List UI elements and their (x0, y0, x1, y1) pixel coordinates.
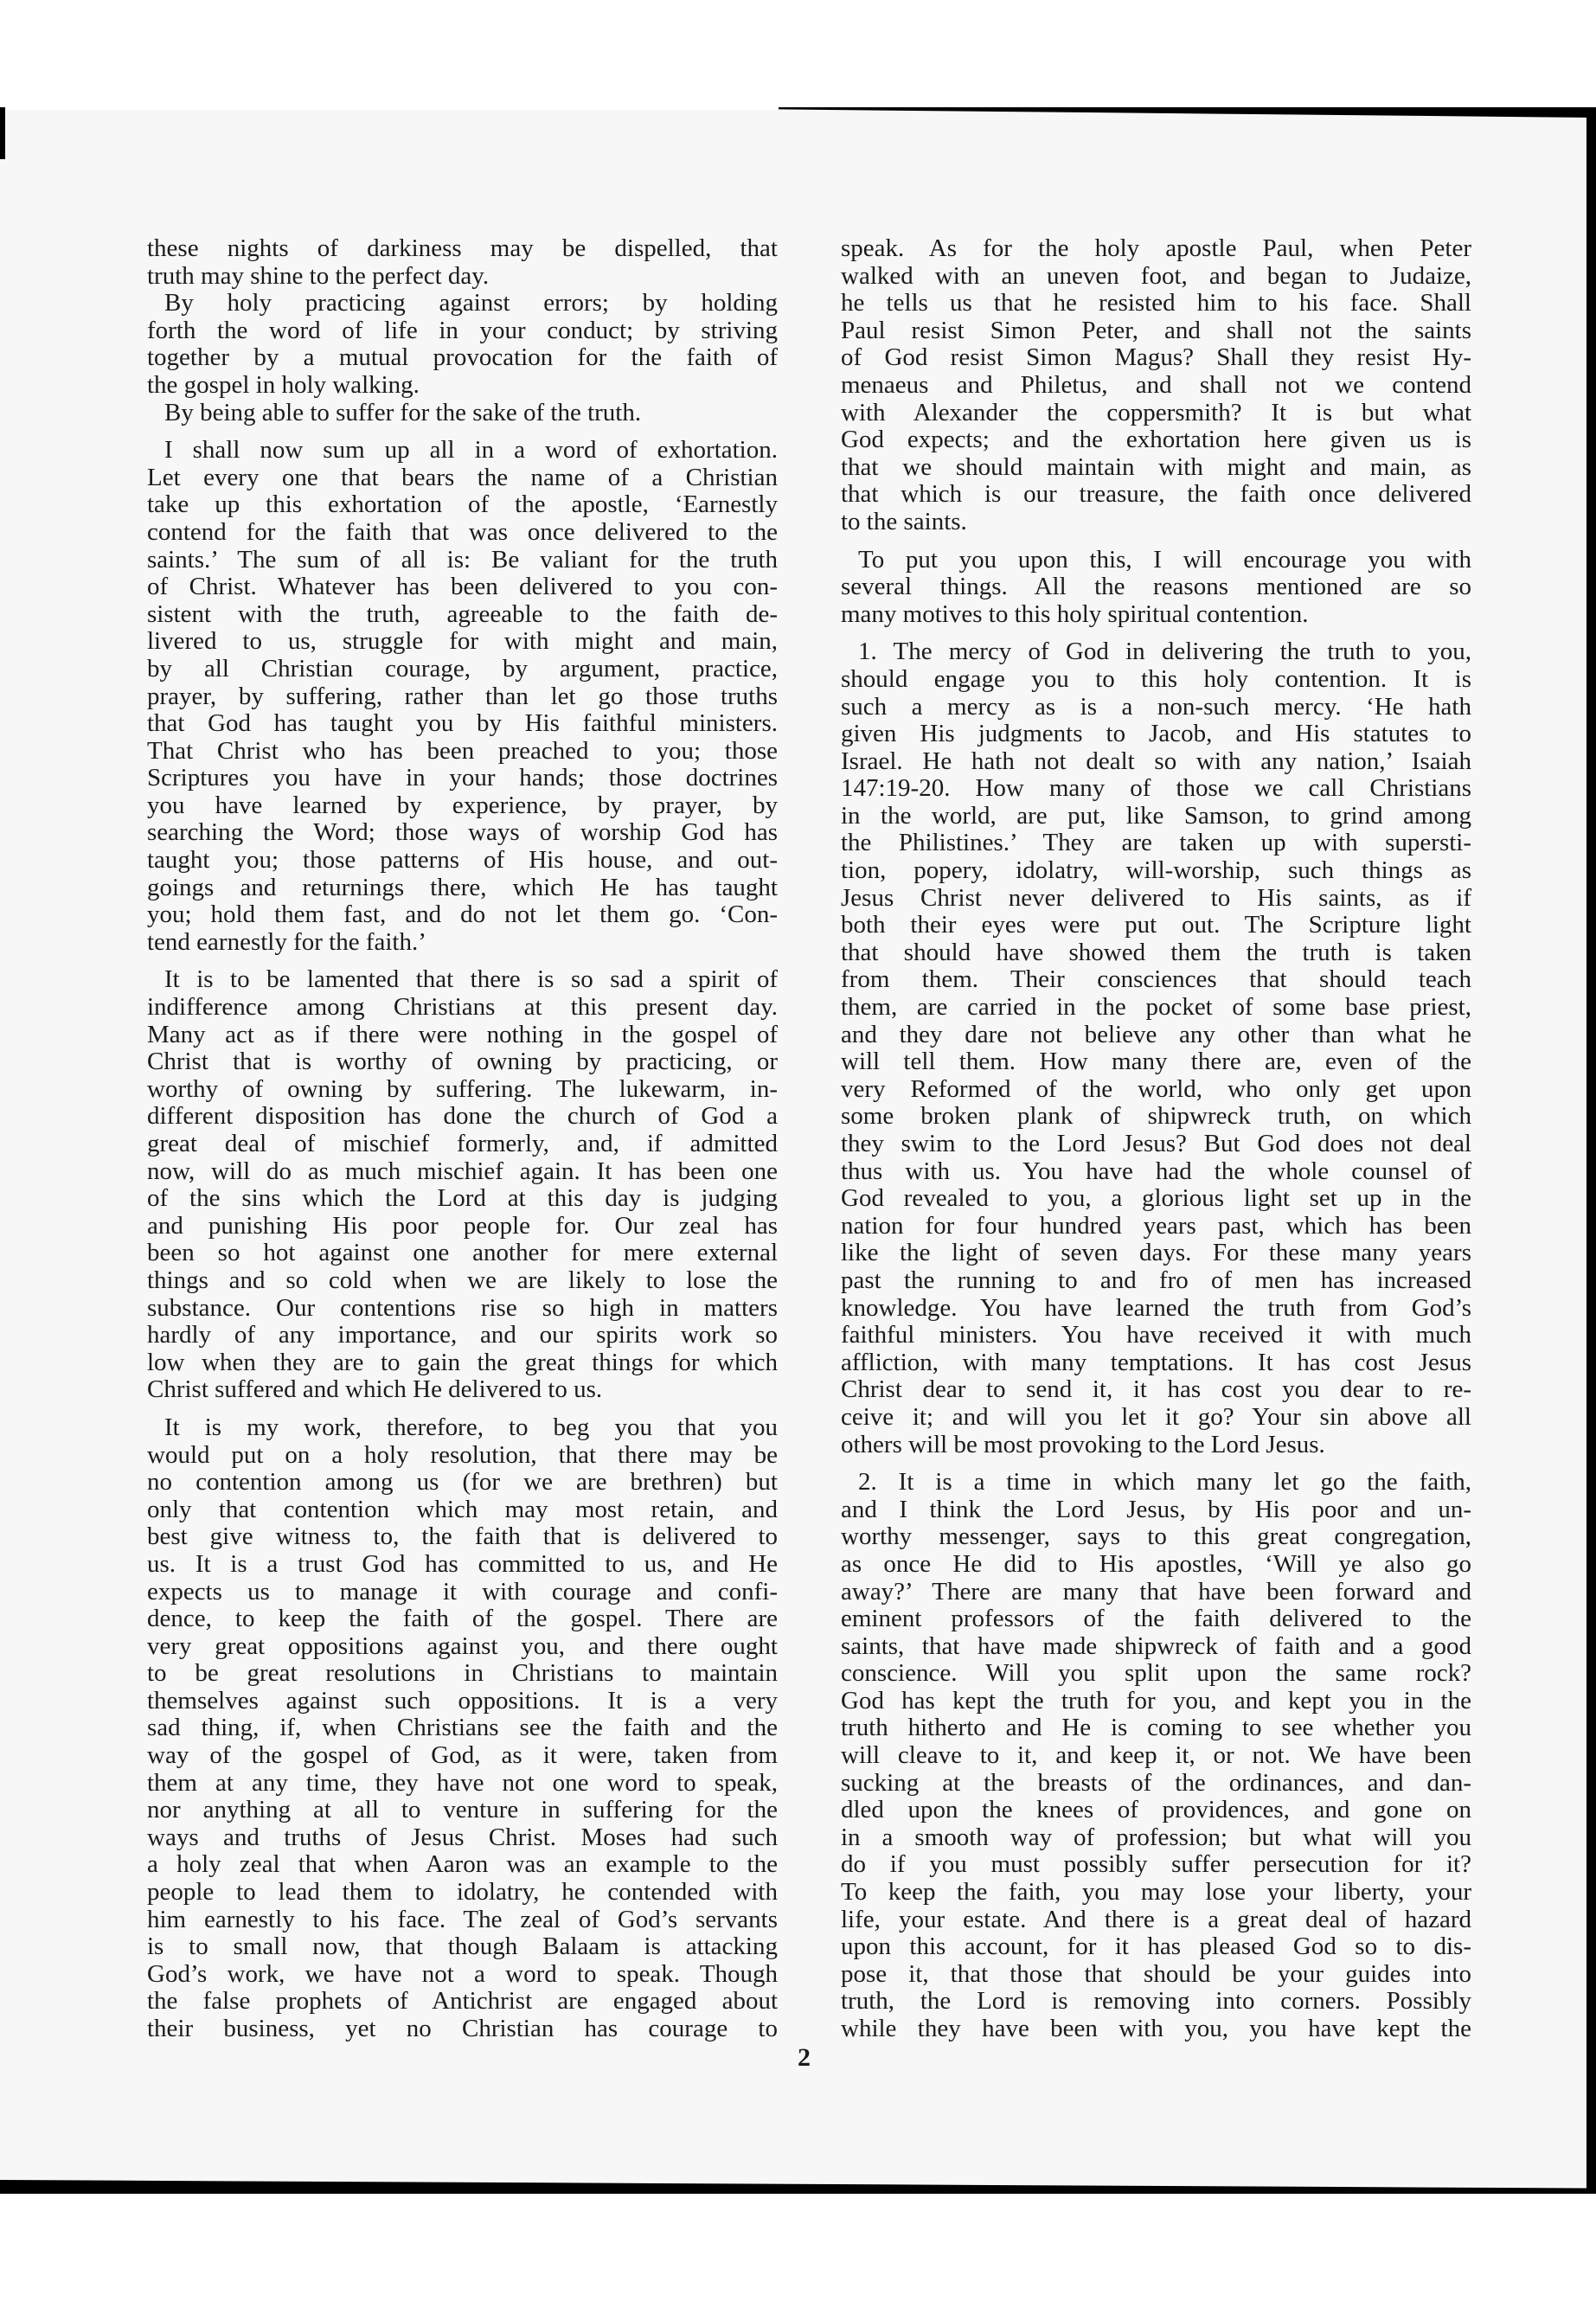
text-line: and I think the Lord Jesus, by His poor and un- (841, 1495, 1471, 1523)
text-line: ceive it; and will you let it go? Your sin above all (841, 1402, 1471, 1431)
text-line: searching the Word; those ways of worship God has (147, 818, 778, 847)
text-line: to the saints. (841, 507, 967, 535)
text-line: Christ suffered and which He delivered to us. (147, 1375, 603, 1404)
text-line: expects us to manage it with courage and confi- (147, 1577, 778, 1606)
text-line: you; hold them fast, and do not let them go. ‘Con- (147, 901, 778, 929)
text-line: these nights of darkiness may be dispelled, that (147, 234, 778, 262)
text-line: To keep the faith, you may lose your liberty, your (841, 1878, 1471, 1907)
text-line: Paul resist Simon Peter, and shall not the saints (841, 316, 1471, 344)
text-line: It is to be lamented that there is so sad a spirit of (164, 965, 778, 994)
text-line: worthy messenger, says to this great congregation, (841, 1522, 1471, 1551)
text-line: Many act as if there were nothing in the gospel of (147, 1020, 778, 1048)
text-line: and they dare not believe any other than what he (841, 1020, 1471, 1048)
text-line: way of the gospel of God, as it were, taken from (147, 1741, 778, 1770)
text-line: great deal of mischief formerly, and, if admitted (147, 1130, 778, 1157)
text-line: given His judgments to Jacob, and His statutes to (841, 720, 1471, 748)
text-line: very great oppositions against you, and there ought (147, 1631, 778, 1660)
text-line: dence, to keep the faith of the gospel. There are (147, 1605, 778, 1633)
text-line: of God resist Simon Magus? Shall they resist Hy- (841, 343, 1471, 372)
text-line: God has kept the truth for you, and kept you in the (841, 1686, 1471, 1715)
text-line: ways and truths of Jesus Christ. Moses had such (147, 1823, 778, 1851)
text-line: 147:19-20. How many of those we call Christians (841, 774, 1471, 803)
text-line: both their eyes were put out. The Scripture light (841, 911, 1471, 939)
text-line: him earnestly to his face. The zeal of God’s servants (147, 1905, 778, 1933)
paragraph (147, 966, 778, 1404)
text-line: God revealed to you, a glorious light set up in the (841, 1184, 1471, 1213)
text-line: forth the word of life in your conduct; by striving (147, 316, 778, 344)
text-line: 2. It is a time in which many let go the faith, (858, 1468, 1471, 1497)
text-line: I shall now sum up all in a word of exhortation. (164, 436, 778, 465)
paragraph (841, 638, 1471, 1458)
text-line: goings and returnings there, which He has taught (147, 873, 778, 901)
text-line: knowledge. You have learned the truth from God’s (841, 1293, 1471, 1322)
text-line: walked with an uneven foot, and began to Judaize, (841, 261, 1471, 290)
text-line: different disposition has done the church of God a (147, 1102, 778, 1131)
text-line: Christ that is worthy of owning by practicing, or (147, 1048, 778, 1076)
text-line: take up this exhortation of the apostle, ‘Earnestly (147, 490, 778, 519)
text-line: Scriptures you have in your hands; those doctrines (147, 764, 778, 792)
text-line: people to lead them to idolatry, he contended with (147, 1878, 778, 1907)
page-number: 2 (798, 2043, 811, 2072)
text-line: eminent professors of the faith delivered to the (841, 1605, 1471, 1633)
text-line: is to small now, that though Balaam is attacking (147, 1932, 778, 1961)
text-line: saints.’ The sum of all is: Be valiant for the truth (147, 545, 778, 574)
text-line: life, your estate. And there is a great deal of hazard (841, 1905, 1471, 1933)
text-line: to be great resolutions in Christians to maintain (147, 1659, 778, 1688)
paragraph (841, 547, 1471, 629)
text-line: pose it, that those that should be your guides into (841, 1959, 1471, 1988)
text-line: tend earnestly for the faith.’ (147, 927, 426, 956)
text-line: conscience. Will you split upon the same rock? (841, 1659, 1471, 1688)
text-line: thus with us. You have had the whole counsel of (841, 1157, 1471, 1185)
text-line: substance. Our contentions rise so high in matters (147, 1293, 778, 1322)
text-line: others will be most provoking to the Lord Jesus. (841, 1430, 1325, 1458)
text-line: of the sins which the Lord at this day is judging (147, 1184, 778, 1213)
text-line: Israel. He hath not dealt so with any nation,’ Isaiah (841, 747, 1471, 775)
paragraph (147, 235, 778, 290)
text-line: like the light of seven days. For these many years (841, 1239, 1471, 1267)
text-line: truth may shine to the perfect day. (147, 261, 490, 290)
text-line: prayer, by suffering, rather than let go those truths (147, 682, 778, 710)
left-scan-border (0, 107, 5, 159)
right-column (841, 235, 1471, 2054)
text-line: God’s work, we have not a word to speak. Though (147, 1959, 778, 1988)
text-line: from them. Their consciences that should teach (841, 965, 1471, 994)
text-line: dled upon the knees of providences, and gone on (841, 1796, 1471, 1824)
text-line: sistent with the truth, agreeable to the faith de- (147, 599, 778, 628)
text-line: livered to us, struggle for with might and main, (147, 627, 778, 656)
text-line: many motives to this holy spiritual contention. (841, 599, 1309, 628)
text-line: indifference among Christians at this present day. (147, 993, 778, 1022)
text-line: contend for the faith that was once delivered to the (147, 517, 778, 546)
text-line: menaeus and Philetus, and shall not we contend (841, 370, 1471, 399)
text-line: that which is our treasure, the faith once delivered (841, 480, 1471, 509)
text-line: saints, that have made shipwreck of faith and a good (841, 1631, 1471, 1660)
text-line: do if you must possibly suffer persecution for it? (841, 1850, 1471, 1879)
text-line: them at any time, they have not one word to speak, (147, 1768, 778, 1797)
text-line: sad thing, if, when Christians see the faith and the (147, 1714, 778, 1742)
text-line: in the world, are put, like Samson, to grind among (841, 801, 1471, 830)
text-line: of Christ. Whatever has been delivered to you con- (147, 573, 778, 601)
text-line: by all Christian courage, by argument, practice, (147, 654, 778, 683)
text-line: nor anything at all to venture in suffering for the (147, 1796, 778, 1824)
text-line: sucking at the breasts of the ordinances, and dan- (841, 1768, 1471, 1797)
text-line: us. It is a trust God has committed to us, and He (147, 1549, 778, 1578)
text-line: past the running to and fro of men has increased (841, 1266, 1471, 1294)
text-line: away?’ There are many that have been forward and (841, 1577, 1471, 1606)
text-line: he tells us that he resisted him to his face. Shall (841, 289, 1471, 317)
text-line: things and so cold when we are likely to lose the (147, 1266, 778, 1294)
paragraph (147, 1414, 778, 2043)
text-line: affliction, with many temptations. It has cost Jesus (841, 1348, 1471, 1376)
text-line: best give witness to, the faith that is delivered to (147, 1522, 778, 1551)
text-line: together by a mutual provocation for the faith of (147, 343, 778, 372)
text-line: God expects; and the exhortation here given us is (841, 426, 1471, 454)
text-line: that God has taught you by His faithful ministers. (147, 709, 778, 738)
text-line: truth, the Lord is removing into corners. Possibly (841, 1987, 1471, 2016)
text-line: will tell them. How many there are, even of the (841, 1048, 1471, 1076)
text-line: in a smooth way of profession; but what will you (841, 1823, 1471, 1851)
text-line: tion, popery, idolatry, will-worship, such things as (841, 856, 1471, 885)
text-line: the Philistines.’ They are taken up with supersti- (841, 829, 1471, 857)
text-line: low when they are to gain the great things for which (147, 1348, 778, 1376)
text-line: will cleave to it, and keep it, or not. We have been (841, 1741, 1471, 1770)
text-line: and punishing His poor people for. Our zeal has (147, 1211, 778, 1240)
text-line: worthy of owning by suffering. The lukewarm, in- (147, 1074, 778, 1103)
text-line: them, are carried in the pocket of some base priest, (841, 993, 1471, 1022)
paragraph (147, 400, 778, 427)
text-line: truth hitherto and He is coming to see whether you (841, 1714, 1471, 1742)
text-line: nation for four hundred years past, which has been (841, 1211, 1471, 1240)
paragraph (147, 437, 778, 956)
text-line: they swim to the Lord Jesus? But God does not deal (841, 1130, 1471, 1157)
text-line: very Reformed of the world, who only get upon (841, 1074, 1471, 1103)
paragraph (841, 235, 1471, 536)
text-line: while they have been with you, you have kept the (841, 2015, 1471, 2042)
right-scan-border (1586, 107, 1596, 2192)
text-line: only that contention which may most retain, and (147, 1495, 778, 1523)
text-line: By holy practicing against errors; by holding (164, 289, 778, 317)
text-line: That Christ who has been preached to you; those (147, 736, 778, 765)
text-line: that we should maintain with might and main, as (841, 452, 1471, 481)
text-line: Jesus Christ never delivered to His saints, as if (841, 883, 1471, 912)
text-line: now, will do as much mischief again. It has been one (147, 1157, 778, 1185)
text-line: would put on a holy resolution, that there may be (147, 1440, 778, 1469)
text-line: the false prophets of Antichrist are engaged about (147, 1987, 778, 2016)
text-line: faithful ministers. You have received it with much (841, 1321, 1471, 1349)
paragraph (147, 290, 778, 399)
left-column (147, 235, 778, 2054)
text-line: some broken plank of shipwreck truth, on which (841, 1102, 1471, 1131)
text-line: 1. The mercy of God in delivering the truth to you, (858, 638, 1471, 666)
text-line: been so hot against one another for mere external (147, 1239, 778, 1267)
text-line: To put you upon this, I will encourage you with (858, 545, 1471, 574)
text-line: no contention among us (for we are brethren) but (147, 1468, 778, 1497)
text-line: a holy zeal that when Aaron was an example to the (147, 1850, 778, 1879)
text-line: themselves against such oppositions. It is a very (147, 1686, 778, 1715)
text-line: hardly of any importance, and our spirits work so (147, 1321, 778, 1349)
text-line: speak. As for the holy apostle Paul, when Peter (841, 234, 1471, 262)
text-line: should engage you to this holy contention. It is (841, 664, 1471, 693)
text-line: the gospel in holy walking. (147, 370, 420, 399)
text-line: you have learned by experience, by prayer, by (147, 791, 778, 819)
text-line: with Alexander the coppersmith? It is but what (841, 398, 1471, 426)
text-line: upon this account, for it has pleased God so to dis- (841, 1932, 1471, 1961)
text-line: such a mercy as is a non-such mercy. ‘He hath (841, 692, 1471, 721)
text-line: By being able to suffer for the sake of the truth. (164, 398, 642, 426)
text-line: Let every one that bears the name of a Christian (147, 463, 778, 491)
text-line: Christ dear to send it, it has cost you dear to re- (841, 1375, 1471, 1404)
text-line: taught you; those patterns of His house, and out- (147, 846, 778, 875)
text-line: their business, yet no Christian has courage to (147, 2015, 778, 2042)
text-line: as once He did to His apostles, ‘Will ye also go (841, 1549, 1471, 1578)
paragraph (841, 1469, 1471, 2042)
text-line: several things. All the reasons mentioned are so (841, 573, 1471, 601)
text-line: It is my work, therefore, to beg you that you (164, 1413, 778, 1441)
text-line: that should have showed them the truth is taken (841, 938, 1471, 966)
